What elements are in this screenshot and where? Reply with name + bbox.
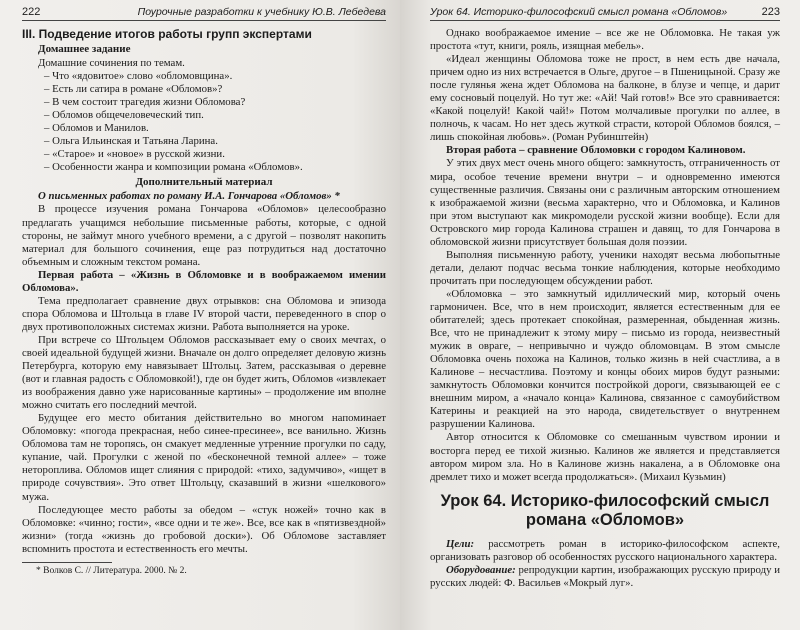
homework-item: – Обломов и Манилов. — [22, 122, 386, 135]
right-paragraph-3: У этих двух мест очень много общего: замкнутость, отграниченность от мира, особое течение времени внутри – и одновременно имеются существенные различия. Связаны они с различным авторским отношением к изображаемой жизни (весьма характерно, что и Обломовка, и Калинов при этом выступают как микромодели русской жизни вообще). Если для Островского мир города Калинова страшен и давящ, то для Гончарова в обломовской жизни присутствует большая доля поэзии. — [430, 157, 780, 248]
left-running-title: Поурочные разработки к учебнику Ю.В. Лебедева — [137, 6, 386, 18]
left-paragraph-3: При встрече со Штольцем Обломов рассказывает ему о своих мечтах, о своей идеальной будущей жизни. Вначале он долго определяет деловую жизнь Петербурга, которую ему навязывает Штольц. Затем, рассказывая о деревне (вот и главная радость с Обломовкой!), где он будет жить, Обломов «извлекает из воображения давно уже нарисованные картины» – продолжение им вполне можно считать его последний мечтой. — [22, 333, 386, 412]
equipment-text: репродукции картин, изображающих русскую природу и русских людей: Ф. Васильев «Мокрый луг». — [430, 563, 780, 589]
extra-material-heading: Дополнительный материал — [135, 176, 273, 189]
homework-item: – Особенности жанра и композиции романа «Обломов». — [22, 161, 386, 174]
right-page-number: 223 — [761, 6, 780, 18]
right-paragraph-6: Автор относится к Обломовке со смешанным чувством иронии и восторга перед ее тихой жизнью. Калинов же является и представляется автором миром зла. Но в Калинове жизнь накалена, а в Обломовке она дремлет тихо и может всегда продолжаться». (Михаил Кузьмин) — [430, 431, 780, 483]
second-work-heading: Вторая работа – сравнение Обломовки с городом Калиновом. — [446, 144, 746, 157]
left-paragraph-2: Тема предполагает сравнение двух отрывков: сна Обломова и эпизода спора Обломова и Штольца в главе IV второй части, переведенного в спор о двух противоположных системах жизни. Работа выполняется на уроке. — [22, 294, 386, 333]
right-paragraph-5: «Обломовка – это замкнутый идиллический мир, который очень гармоничен. Все, что в нем происходит, является естественным для ее обитателей; здесь протекает спокойная, размеренная, обыденная жизнь. Все, что не принадлежит к этому миру – письмо из города, неизвестный мужик в овраге, – непривычно и чуждо обломовцам. В этом смысле Обломовка очень похожа на Калинов, только жизнь в ней счастлива, а в Калинове – несчастлива. Поэтому и концы обоих миров будут разными: замкнутость Обломовки кончится постройкой дороги, связывающей ее с внешним миром, а «начало конца» Калинова, связанное с самоубийством Катерины и реакцией на это народа, свидетельствует о внутреннем разрушении Калинова. — [430, 287, 780, 431]
goals-label: Цели: — [446, 537, 475, 550]
left-paragraph-5: Последующее место работы за обедом – «стук ножей» точно как в Обломовке: «чинно; гости», «все одни и те же». Все, все как в «пятизвездной» жизни» (тогда «жизнь до гробовой доски»). Об Обломове заставляет вспомнить простота и естественность его мечты. — [22, 503, 386, 555]
right-paragraph-4: Выполняя письменную работу, ученики находят весьма любопытные детали, делают подчас весьма тонкие наблюдения, которые необходимо прочитать при последующем обсуждении работ. — [430, 248, 780, 287]
left-paragraph-4: Будущее его место обитания действительно во многом напоминает Обломовку: «погода прекрасная, небо синее-пресинее», все ванильно. Жизнь Обломова там не торопясь, он смакует медленные утренние прогулки по саду, купание, чай. Прогулки с женой по «бесконечной темной аллее» – тоже нетороплива. Обломов ищет слияния с природой: «тихо, задумчиво», «ищет в природе сочувствия». Это ответ Штольцу, сказавший в жизни «шелкового» мужа. — [22, 412, 386, 503]
right-paragraph-1: Однако воображаемое имение – все же не Обломовка. Не такая уж простота «тут, книги, рояль, изящная мебель». — [430, 27, 780, 53]
homework-heading: Домашнее задание — [38, 43, 131, 55]
right-page — [400, 0, 800, 630]
equipment-paragraph — [430, 564, 780, 590]
left-running-head — [22, 6, 386, 21]
right-running-title: Урок 64. Историко-философский смысл романа «Обломов» — [430, 6, 728, 18]
homework-item: – Ольга Ильинская и Татьяна Ларина. — [22, 135, 386, 148]
first-work-heading: Первая работа – «Жизнь в Обломовке и в воображаемом имении Обломова». — [22, 268, 386, 294]
homework-item: – Что «ядовитое» слово «обломовщина». — [22, 70, 386, 83]
goals-text: рассмотреть роман в историко-философском аспекте, организовать разговор об особенностях русского национального характера. — [430, 537, 780, 563]
section-heading: III. Подведение итогов работы групп экспертами — [22, 27, 312, 41]
homework-intro: Домашние сочинения по темам. — [38, 57, 185, 69]
left-paragraph-1: В процессе изучения романа Гончарова «Обломов» целесообразно предлагать учащимся небольшие письменные работы, которые, с одной стороны, не займут много учебного времени, а с другой – позволят накопить материал для большого сочинения, еще раз потрудиться над достаточно объемным и сложным текстом романа. — [22, 203, 386, 268]
written-works-heading: О письменных работах по роману И.А. Гончарова «Обломов» * — [38, 190, 340, 203]
equipment-label: Оборудование: — [446, 563, 516, 576]
homework-item: – Обломов общечеловеческий тип. — [22, 109, 386, 122]
right-paragraph-2: «Идеал женщины Обломова тоже не прост, в нем есть две начала, причем одно из них встречается в Ольге, другое – в Пшеницыной. Сразу же после гулянья жена ждет Обломова на балконе, в блузе и чепце, и дарит ему сосновый поцелуй. Но тут же: «Ай! Чай готов!» Все это сравнивается: «Какой поцелуй! Какой чай!» Потом молчаливые прогулки по аллее, в полночь, к часам. Но нет здесь жуткой страсти, которой Обломов боялся, – лишь спокойная любовь». (Роман Рубинштейн) — [430, 53, 780, 144]
right-running-head — [430, 6, 780, 21]
left-page-number: 222 — [22, 6, 41, 18]
lesson-heading: Урок 64. Историко-философский смысл романа «Обломов» — [440, 491, 770, 529]
goals-paragraph — [430, 538, 780, 564]
homework-item: – В чем состоит трагедия жизни Обломова? — [22, 96, 386, 109]
homework-list — [22, 70, 386, 174]
homework-item: – «Старое» и «новое» в русской жизни. — [22, 148, 386, 161]
footnote: * Волков С. // Литература. 2000. № 2. — [36, 565, 187, 576]
footnote-rule — [22, 562, 112, 563]
homework-item: – Есть ли сатира в романе «Обломов»? — [22, 83, 386, 96]
